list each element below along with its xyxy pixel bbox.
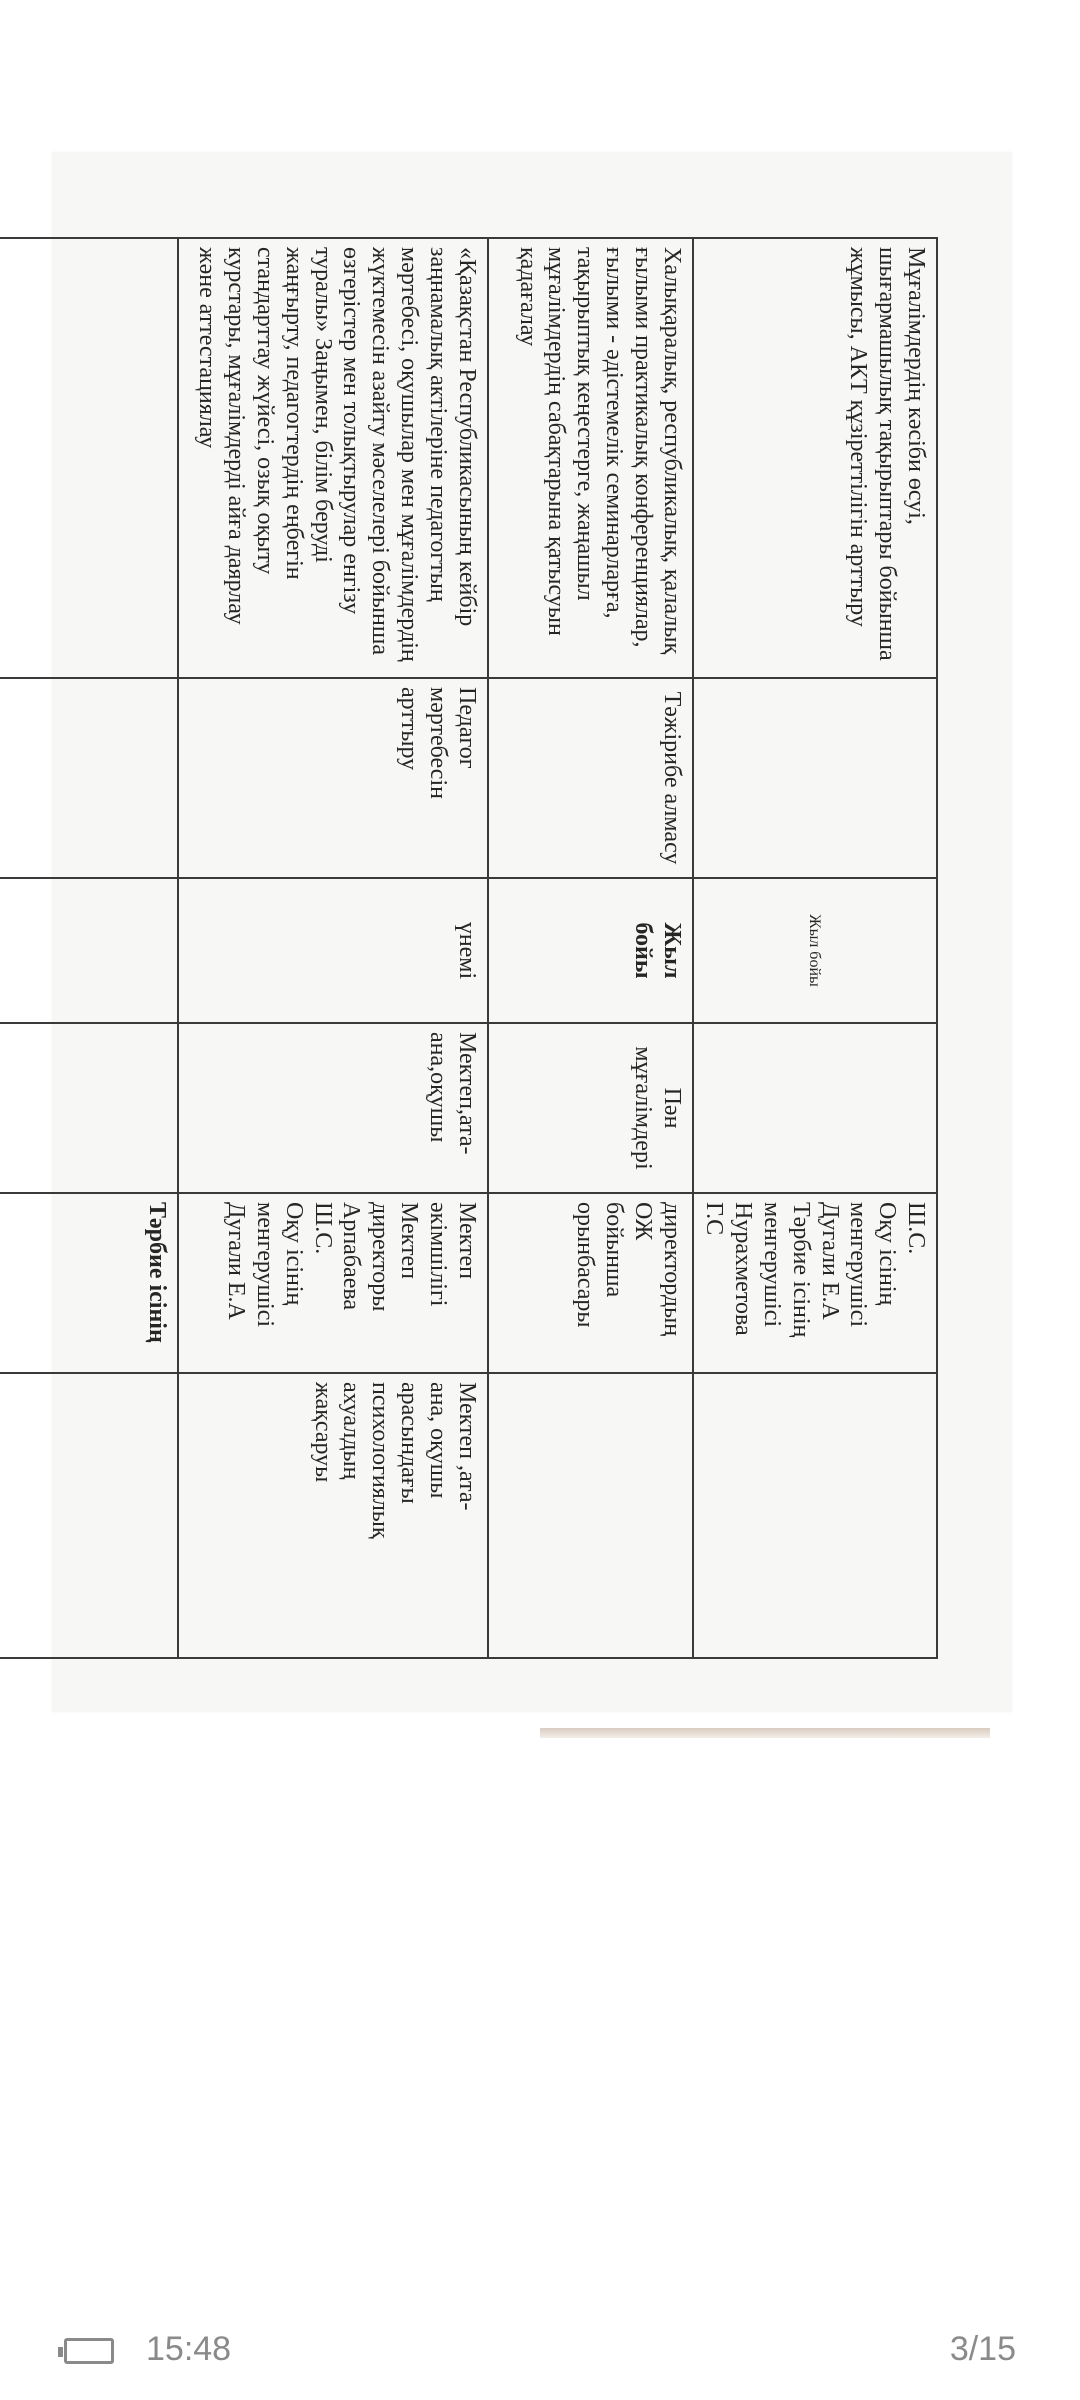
row1-participants-cell	[693, 1023, 937, 1193]
row3-result-cell: Педагог мәртебесін арттыру	[178, 678, 488, 878]
row1-content-cell: Мұғалімдердің кәсіби өсуі, шығармашылық тақырыптары бойынша жұмысы, АКТ құзіреттілігін арттыру	[693, 238, 937, 678]
row4-result-cell	[0, 678, 178, 878]
row1-outcome-cell	[693, 1373, 937, 1658]
row4-outcome-cell	[0, 1373, 178, 1658]
row3-outcome-cell: Мектеп ,ата- ана, оқушы арасындағы психологиялық ахуалдың жақсаруы	[178, 1373, 488, 1658]
row3-content-cell: «Қазақстан Республикасының кейбір заңнамалық актілеріне педагогтың мәртебесі, оқушылар мен мұғалімдердің жүктемесін азайту мәселелері бойынша өзгерістер мен толықтырулар енгізу туралы» Заңымен, білім беруді жаңғырту, педагогтердің еңбегін стандарттау жүйесі, озық оқыту курстары, мұғалімдерді айға даярлау және аттестациялау	[178, 238, 488, 678]
paper-edge	[540, 1728, 990, 1738]
row2-participants-cell: Пән мұғалімдері	[488, 1023, 693, 1193]
row4-responsible-cell: Тәрбие ісінің	[0, 1193, 178, 1373]
row3-responsible-cell: Мектеп әкімшілігі Мектеп директоры Арпабаева Ш.С. Оқу ісінің менгерушісі Дугали Е.А	[178, 1193, 488, 1373]
row2-deadline-cell: Жыл бойы	[488, 878, 693, 1023]
row4-content-cell	[0, 238, 178, 678]
table-row	[0, 238, 178, 1658]
row2-responsible-cell: директордың ОЖ бойынша орынбасары	[488, 1193, 693, 1373]
table-row	[693, 238, 937, 1658]
table-row	[488, 238, 693, 1658]
row1-responsible-cell: Ш.С. Оқу ісінің менгерушісі Дугали Е.А Тәрбие ісінің менгерушісі Нурахметова Г.С	[693, 1193, 937, 1373]
row4-participants-cell	[0, 1023, 178, 1193]
page-indicator[interactable]: 3/15	[949, 2330, 1016, 2368]
plan-table	[0, 237, 938, 1659]
row2-result-cell: Тәжірибе алмасу	[488, 678, 693, 878]
clock: 15:48	[146, 2330, 232, 2368]
row4-deadline-cell	[0, 878, 178, 1023]
battery-icon	[64, 2338, 114, 2364]
row1-result-cell	[693, 678, 937, 878]
bottom-status-bar	[0, 2300, 1080, 2380]
row3-deadline-cell: үнемі	[178, 878, 488, 1023]
rotated-table-container	[0, 237, 938, 1657]
row3-participants-cell: Мектеп,ата- ана,оқушы	[178, 1023, 488, 1193]
row1-deadline-cell: Жыл бойы	[693, 878, 937, 1023]
row2-content-cell: Халықаралық, республикалық, қалалық ғылыми практикалық конференциялар, ғылыми - әдістемелік семинарларға, тақырыптық кеңестерге, жаңашыл мұғалімдердің сабақтарына қатысуын қадағалау	[488, 238, 693, 678]
table-row	[178, 238, 488, 1658]
row2-outcome-cell	[488, 1373, 693, 1658]
